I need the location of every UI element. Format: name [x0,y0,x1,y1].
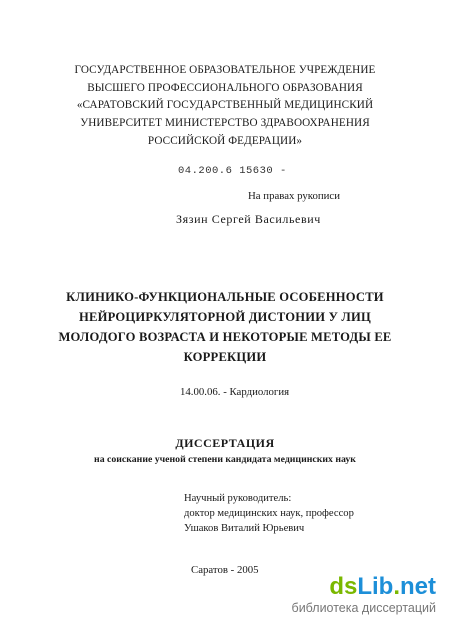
specialty: 14.00.06. - Кардиология [180,386,290,398]
institution-line-5: РОССИЙСКОЙ ФЕДЕРАЦИИ» [147,135,303,147]
title-line-1: КЛИНИКО-ФУНКЦИОНАЛЬНЫЕ ОСОБЕННОСТИ [66,290,384,304]
supervisor-label: Научный руководитель: [184,493,292,504]
logo-part-lib: Lib [357,573,394,600]
dslib-watermark[interactable] [292,574,436,615]
place-year: Саратов - 2005 [191,564,259,576]
author-name: Зязин Сергей Васильевич [176,212,321,226]
institution-line-3: «САРАТОВСКИЙ ГОСУДАРСТВЕННЫЙ МЕДИЦИНСКИЙ [76,99,374,111]
institution-line-4: УНИВЕРСИТЕТ МИНИСТЕРСТВО ЗДРАВООХРАНЕНИЯ [80,117,370,129]
title-line-3: МОЛОДОГО ВОЗРАСТА И НЕКОТОРЫЕ МЕТОДЫ ЕЕ [58,330,392,344]
institution-line-2: ВЫСШЕГО ПРОФЕССИОНАЛЬНОГО ОБРАЗОВАНИЯ [87,82,363,94]
title-line-4: КОРРЕКЦИИ [183,350,267,364]
logo-part-net: net [400,573,436,600]
title-line-2: НЕЙРОЦИРКУЛЯТОРНОЙ ДИСТОНИИ У ЛИЦ [79,310,371,324]
dslib-logo[interactable] [292,574,436,600]
dissertation-subheading: на соискание ученой степени кандидата медицинских наук [94,454,356,465]
logo-part-ds: ds [329,573,358,600]
supervisor-name: Ушаков Виталий Юрьевич [184,523,305,534]
supervisor-degree: доктор медицинских наук, профессор [184,508,354,519]
manuscript-note: На правах рукописи [248,190,340,202]
dissertation-heading: ДИССЕРТАЦИЯ [175,436,275,450]
registration-number: 04.200.6 15630 - [178,165,287,177]
institution-line-1: ГОСУДАРСТВЕННОЕ ОБРАЗОВАТЕЛЬНОЕ УЧРЕЖДЕНИЕ [74,64,376,76]
logo-part-dot: . [393,573,400,600]
watermark-subtitle: библиотека диссертаций [291,601,436,615]
